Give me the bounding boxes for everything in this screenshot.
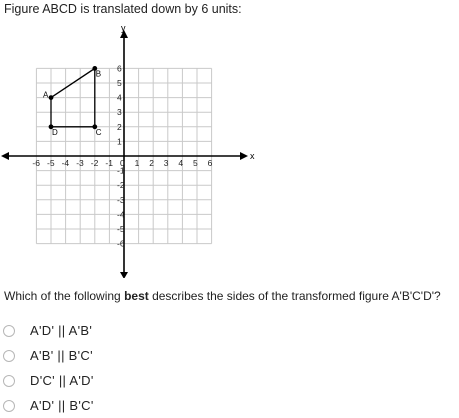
- vertex-label-b: B: [95, 69, 102, 79]
- y-axis-label: y: [121, 23, 126, 33]
- x-axis-arrow-left: [1, 152, 9, 160]
- question-pre: Which of the following: [4, 289, 125, 303]
- x-axis-arrow-right: [240, 152, 248, 160]
- y-tick-label: -6: [117, 238, 125, 249]
- y-tick-label: 2: [117, 121, 122, 132]
- question-text: [4, 289, 459, 303]
- x-tick-label: -3: [76, 158, 84, 168]
- x-tick-label: 4: [178, 158, 184, 168]
- option-3[interactable]: [3, 368, 94, 393]
- x-tick-label: 0: [120, 158, 125, 168]
- radio-button[interactable]: [3, 325, 15, 337]
- option-label: D'C' || A'D': [30, 373, 94, 388]
- option-label: A'B' || B'C': [30, 348, 93, 363]
- radio-button[interactable]: [3, 400, 15, 412]
- x-tick-label: -6: [32, 158, 40, 168]
- x-tick-label: -5: [47, 158, 55, 168]
- x-tick-label: 5: [193, 158, 198, 168]
- x-tick-label: -2: [90, 158, 99, 168]
- option-4[interactable]: [3, 393, 94, 418]
- vertex-label-c: C: [95, 127, 102, 137]
- question-post: describes the sides of the transformed figure A'B'C'D'?: [148, 289, 441, 303]
- y-axis-arrow-down: [120, 272, 128, 278]
- problem-statement: Figure ABCD is translated down by 6 units:: [4, 2, 242, 16]
- option-1[interactable]: [3, 318, 94, 343]
- y-tick-label: 1: [117, 136, 122, 147]
- option-label: A'D' || B'C': [30, 398, 94, 413]
- vertex-point-a: [49, 95, 54, 100]
- vertex-label-d: D: [52, 127, 58, 137]
- y-tick-label: 6: [117, 63, 122, 74]
- vertex-label-a: A: [43, 90, 49, 100]
- radio-button[interactable]: [3, 375, 15, 387]
- question-emphasis: best: [124, 289, 149, 303]
- option-2[interactable]: [3, 343, 94, 368]
- x-tick-label: 6: [207, 158, 213, 168]
- x-tick-label: 2: [149, 158, 154, 168]
- y-tick-label: -5: [117, 224, 125, 234]
- y-tick-label: -2: [117, 180, 125, 191]
- x-tick-label: 3: [163, 158, 169, 168]
- x-tick-label: -4: [61, 158, 70, 168]
- y-tick-label: -4: [117, 209, 125, 220]
- option-label: A'D' || A'B': [30, 323, 93, 338]
- y-tick-label: -1: [117, 165, 125, 176]
- y-tick-label: 5: [117, 78, 122, 88]
- y-tick-label: -3: [117, 194, 125, 205]
- x-tick-label: 1: [134, 158, 140, 168]
- x-tick-label: -1: [105, 158, 113, 168]
- answer-options: [3, 318, 94, 418]
- radio-button[interactable]: [3, 350, 15, 362]
- y-tick-label: 4: [117, 92, 122, 103]
- y-tick-label: 3: [117, 107, 122, 118]
- x-axis-label: x: [250, 151, 255, 161]
- coordinate-plane: [0, 20, 270, 278]
